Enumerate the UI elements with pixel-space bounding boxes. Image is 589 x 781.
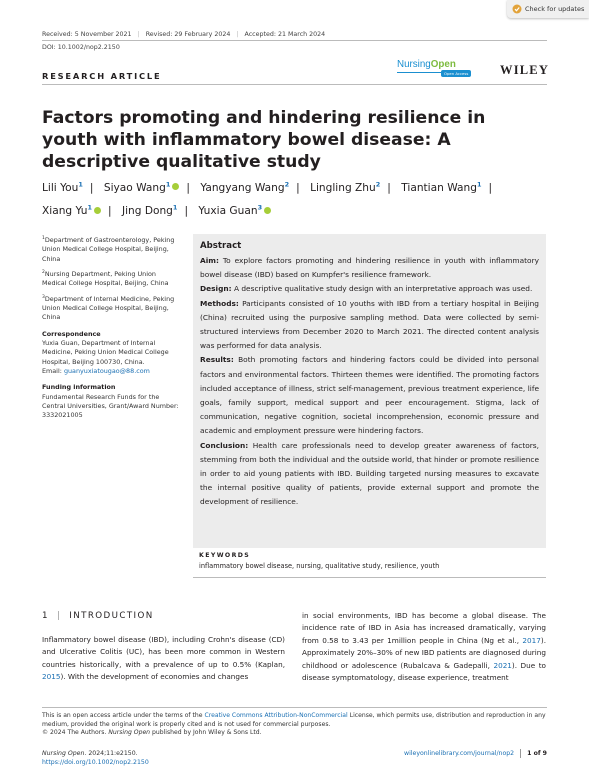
affiliation: $^2$Nursing Department, Peking Union Medical College Hospital, Beijing, China bbox=[42, 270, 169, 288]
orcid-icon[interactable] bbox=[172, 183, 179, 190]
orcid-icon[interactable] bbox=[94, 207, 101, 214]
correspondence-heading: Correspondence bbox=[42, 329, 101, 338]
journal-logo bbox=[397, 59, 456, 70]
citation-link[interactable]: 2015 bbox=[42, 672, 61, 682]
abstract-methods: Methods: Participants consisted of 10 youths with IBD from a tertiary hospital in Beijing (China) recruited using the purposive sampling method. Data were collected by semi-structured interviews from December 2020 to March 2021. The directed content analysis was performed for data analysis. bbox=[200, 298, 539, 351]
citation-link[interactable]: 2021 bbox=[493, 660, 512, 670]
journal-site-link[interactable]: wileyonlinelibrary.com/journal/nop2 bbox=[404, 750, 515, 757]
author[interactable]: Tiantian Wang$^1$ bbox=[401, 180, 482, 194]
header-rule bbox=[42, 40, 547, 41]
license-text: This is an open access article under the terms of the Creative Commons Attribution-NonCommercial License, which permits use, distribution and reproduction in any medium, provided the original work is properly cited and is not used for commercial purposes. © 2024 The Authors. Nursing Open published by John Wiley & Sons Ltd. bbox=[42, 712, 546, 737]
check-updates-icon bbox=[512, 4, 522, 14]
page-number: 1 of 9 bbox=[527, 750, 547, 757]
citation-link[interactable]: 2017 bbox=[522, 635, 541, 645]
author[interactable]: Lingling Zhu$^2$ bbox=[310, 180, 381, 194]
divider: | bbox=[137, 31, 140, 38]
email-link[interactable]: guanyuxiatougao@88.com bbox=[63, 366, 150, 375]
abstract-heading: Abstract bbox=[200, 241, 242, 251]
header-bottom-rule bbox=[42, 84, 547, 85]
author[interactable]: Xiang Yu$^1$ bbox=[42, 205, 101, 217]
divider bbox=[520, 749, 521, 758]
check-updates-label: Check for updates bbox=[525, 5, 585, 13]
author[interactable]: Lili You$^1$ bbox=[42, 180, 83, 194]
footer-right bbox=[404, 749, 547, 758]
abstract-results: Results: Both promoting factors and hindering factors could be divided into personal factors and environmental factors. Thirteen themes were identified. The promoting factors included acceptance of illness, strict self-management, previous treatment experience, life goals, family support, medical support and peer encouragement. Stigma, lack of communication, negative cognition, societal incomprehension, economic pressure and academic and employment pressure were hindering factors. bbox=[200, 355, 539, 436]
footer-rule bbox=[42, 707, 547, 708]
abstract-box bbox=[193, 234, 546, 548]
author[interactable]: Siyao Wang$^1$ bbox=[104, 182, 180, 194]
footer-citation: Nursing Open. 2024;11:e2150. https://doi.org/10.1002/nop2.2150 bbox=[42, 750, 149, 766]
orcid-icon[interactable] bbox=[264, 207, 271, 214]
publisher-logo: WILEY bbox=[500, 63, 550, 77]
article-title: Factors promoting and hindering resilience in youth with inflammatory bowel disease: A descriptive qualitative study bbox=[42, 108, 486, 172]
keywords-text: inflammatory bowel disease, nursing, qualitative study, resilience, youth bbox=[199, 562, 440, 570]
article-dates bbox=[42, 31, 325, 38]
correspondence-block bbox=[42, 330, 182, 376]
body-column-left: Inflammatory bowel disease (IBD), including Crohn's disease (CD) and Ulcerative Colitis (UC), has been more common in Western countries historically, with a prevalence of up to 0.5% (Kaplan, 2015). With the development of economies and changes bbox=[42, 635, 285, 682]
journal-logo-word-a: Nursing bbox=[397, 59, 431, 70]
doi-text: DOI: 10.1002/nop2.2150 bbox=[42, 44, 120, 51]
license-link[interactable]: Creative Commons Attribution-NonCommercial bbox=[204, 712, 348, 719]
article-type: RESEARCH ARTICLE bbox=[42, 71, 162, 81]
author[interactable]: Jing Dong$^1$ bbox=[121, 203, 178, 218]
correspondence-text: Yuxia Guan, Department of Internal Medicine, Peking Union Medical College Hospital, Beijing 100730, China. Email: guanyuxiatougao@88.com bbox=[42, 339, 169, 375]
funding-text: Fundamental Research Funds for the Central Universities, Grant/Award Number: 3332021005 bbox=[42, 392, 179, 420]
funding-block bbox=[42, 383, 182, 420]
abstract-conclusion: Conclusion: Health care professionals need to develop greater awareness of factors, stemming from both the individual and the outside world, that hinder or promote resilience in order to aid young patients with IBD. Building targeted nursing measures to excavate the internal positive quality of patients, provide external support and promote the development of resilience. bbox=[200, 440, 539, 507]
author[interactable]: Yuxia Guan$^3$ bbox=[198, 205, 271, 217]
section-heading: 1 | INTRODUCTION bbox=[42, 611, 154, 621]
abstract-design: Design: A descriptive qualitative study design with an interpretative approach was used. bbox=[200, 284, 533, 294]
affiliations-sidebar bbox=[42, 234, 182, 424]
body-column-right: in social environments, IBD has become a global disease. The incidence rate of IBD in Asia has increased dramatically, varying from 0.58 to 3.43 per 1million people in China (Ng et al., 2017). Approximately 20%–30% of new IBD patients are diagnosed during childhood or adolescence (Rubalcava & Gadepalli, 2021). Due to disease symptomatology, disease experience, treatment bbox=[302, 611, 546, 683]
section-title: INTRODUCTION bbox=[69, 611, 154, 621]
affiliation: $^1$Department of Gastroenterology, Peking Union Medical College Hospital, Beijing, China bbox=[42, 236, 175, 263]
author-list: Lili You$^1$ | Siyao Wang$^1$ | Yangyang Wang$^2$ | Lingling Zhu$^2$ | Tiantian Wang$^1$ | Xiang Yu$^1$ | Jing Dong$^1$ | Yuxia Guan$^3$ bbox=[42, 180, 493, 218]
abstract-aim: Aim: To explore factors promoting and hindering resilience in youth with inflammatory bowel disease (IBD) based on Kumpfer's resilience framework. bbox=[200, 256, 539, 280]
check-for-updates-button[interactable] bbox=[507, 0, 589, 18]
section-number: 1 bbox=[42, 611, 49, 621]
revised-date: Revised: 29 February 2024 bbox=[145, 31, 231, 38]
affiliation: $^3$Department of Internal Medicine, Peking Union Medical College Hospital, Beijing, China bbox=[42, 294, 175, 322]
divider: | bbox=[236, 31, 239, 38]
doi-link[interactable]: https://doi.org/10.1002/nop2.2150 bbox=[42, 759, 149, 766]
open-access-badge: Open Access bbox=[441, 70, 471, 77]
received-date: Received: 5 November 2021 bbox=[42, 31, 132, 38]
keywords-rule bbox=[193, 577, 546, 578]
funding-heading: Funding information bbox=[42, 383, 116, 392]
keywords-heading: KEYWORDS bbox=[199, 552, 251, 559]
journal-logo-word-b: Open bbox=[430, 59, 456, 70]
accepted-date: Accepted: 21 March 2024 bbox=[244, 31, 326, 38]
author[interactable]: Yangyang Wang$^2$ bbox=[200, 180, 290, 194]
